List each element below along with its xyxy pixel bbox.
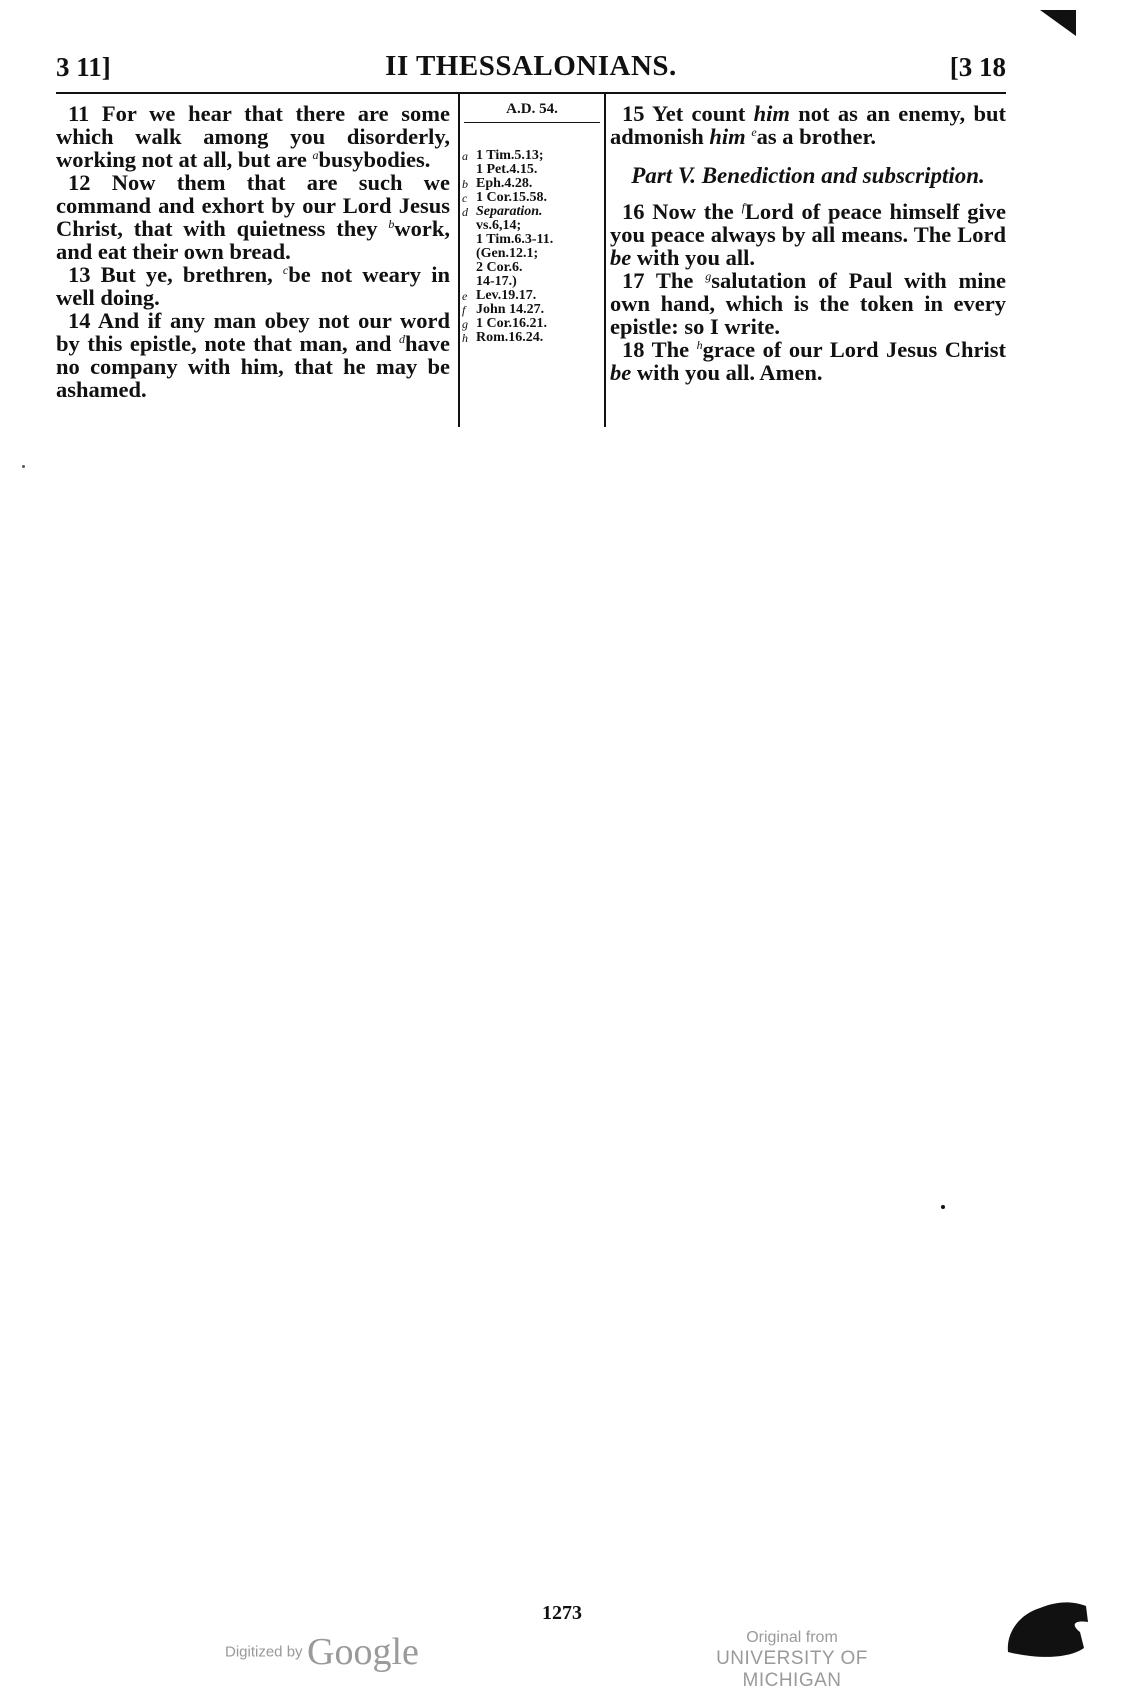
cross-reference-line bbox=[462, 177, 602, 191]
cross-reference-line bbox=[462, 149, 602, 163]
cross-reference-line bbox=[462, 317, 602, 331]
verse-11: 11 For we hear that there are some which walk among you disorderly, working not at all, but are $^a$busybodies. bbox=[56, 101, 450, 172]
reference-text: 1 Cor.15.58. bbox=[476, 190, 548, 205]
reference-mark: b bbox=[388, 217, 395, 231]
reference-mark: e bbox=[751, 125, 757, 139]
reference-text: Lev.19.17. bbox=[476, 288, 537, 303]
original-source-credit bbox=[672, 1628, 912, 1692]
cross-reference-line bbox=[462, 289, 602, 303]
reference-list bbox=[462, 149, 602, 345]
digitized-by-label: Digitized by bbox=[225, 1643, 303, 1661]
google-logo: Google bbox=[307, 1631, 419, 1673]
cross-reference-line bbox=[462, 303, 602, 317]
cross-reference-line bbox=[462, 163, 602, 177]
corner-page-mark bbox=[1040, 8, 1080, 38]
digitized-by-credit bbox=[225, 1630, 419, 1674]
reference-mark: e bbox=[462, 289, 468, 303]
reference-mark: d bbox=[462, 205, 468, 219]
print-speck bbox=[22, 465, 25, 468]
cross-reference-line bbox=[462, 219, 602, 233]
reference-mark: c bbox=[282, 263, 289, 277]
reference-mark: d bbox=[399, 332, 405, 346]
print-speck bbox=[941, 1205, 945, 1209]
header-book-title: II THESSALONIANS. bbox=[385, 50, 677, 82]
header-chapter-verse-start: 3 11] bbox=[56, 52, 111, 82]
reference-mark: a bbox=[312, 148, 319, 162]
date-label: A.D. 54. bbox=[506, 101, 558, 117]
verse-13: 13 But ye, brethren, $^c$be not weary in well doing. bbox=[56, 262, 450, 310]
original-from-label: Original from bbox=[746, 1629, 838, 1646]
reference-mark: c bbox=[462, 191, 468, 205]
verse-16: 16 Now the $^f$Lord of peace himself give you peace always by all means. The Lord be with you all. bbox=[610, 199, 1006, 270]
cross-reference-line bbox=[462, 191, 602, 205]
institution-name: UNIVERSITY OF MICHIGAN bbox=[716, 1648, 868, 1691]
reference-mark: a bbox=[462, 149, 468, 163]
header-chapter-verse-end: [3 18 bbox=[949, 52, 1006, 82]
cross-reference-line bbox=[462, 331, 602, 345]
cross-reference-line bbox=[462, 233, 602, 247]
reference-text: (Gen.12.1; bbox=[476, 246, 539, 261]
column-divider-left bbox=[458, 92, 460, 427]
scan-thumb-blot bbox=[1000, 1592, 1090, 1662]
reference-mark: g bbox=[705, 269, 712, 283]
cross-reference-line bbox=[462, 205, 602, 219]
reference-text: 1 Tim.6.3-11. bbox=[476, 232, 554, 247]
cross-reference-line bbox=[462, 261, 602, 275]
reference-mark: h bbox=[462, 331, 468, 345]
verse-14: 14 And if any man obey not our word by this epistle, note that man, and $^d$have no company with him, that he may be ashamed. bbox=[56, 308, 450, 402]
date-rule bbox=[464, 122, 600, 123]
cross-reference-column bbox=[462, 102, 602, 345]
reference-text: 2 Cor.6. bbox=[476, 260, 523, 275]
verse-17: 17 The $^g$salutation of Paul with mine own hand, which is the token in every epistle: so I write. bbox=[610, 268, 1006, 339]
header-rule bbox=[56, 92, 1006, 94]
verse-12: 12 Now them that are such we command and exhort by our Lord Jesus Christ, that with quietness they $^b$work, and eat their own bread. bbox=[56, 170, 450, 264]
reference-text: 1 Pet.4.15. bbox=[476, 162, 538, 177]
cross-reference-line bbox=[462, 275, 602, 289]
reference-mark: h bbox=[696, 338, 703, 352]
reference-mark: b bbox=[462, 177, 468, 191]
reference-text: Eph.4.28. bbox=[476, 176, 533, 191]
reference-text: Separation. bbox=[476, 204, 543, 219]
section-heading: Part V. Benediction and subscription. bbox=[631, 163, 985, 188]
reference-text: 1 Cor.16.21. bbox=[476, 316, 548, 331]
reference-text: vs.6,14; bbox=[476, 218, 522, 233]
reference-text: 1 Tim.5.13; bbox=[476, 148, 544, 163]
reference-mark: g bbox=[462, 317, 468, 331]
page-header bbox=[56, 48, 1006, 88]
right-text-column bbox=[610, 102, 1006, 384]
cross-reference-line bbox=[462, 247, 602, 261]
verse-15: 15 Yet count him not as an enemy, but admonish him $^e$as a brother. bbox=[610, 101, 1006, 149]
reference-mark: f bbox=[741, 200, 745, 214]
reference-mark: f bbox=[462, 303, 466, 317]
column-divider-right bbox=[604, 92, 606, 427]
reference-text: John 14.27. bbox=[476, 302, 545, 317]
verse-18: 18 The $^h$grace of our Lord Jesus Christ be with you all. Amen. bbox=[610, 337, 1006, 385]
reference-text: 14-17.) bbox=[476, 274, 517, 289]
left-text-column bbox=[56, 102, 450, 401]
reference-text: Rom.16.24. bbox=[476, 330, 544, 345]
page-number: 1273 bbox=[542, 1602, 582, 1624]
